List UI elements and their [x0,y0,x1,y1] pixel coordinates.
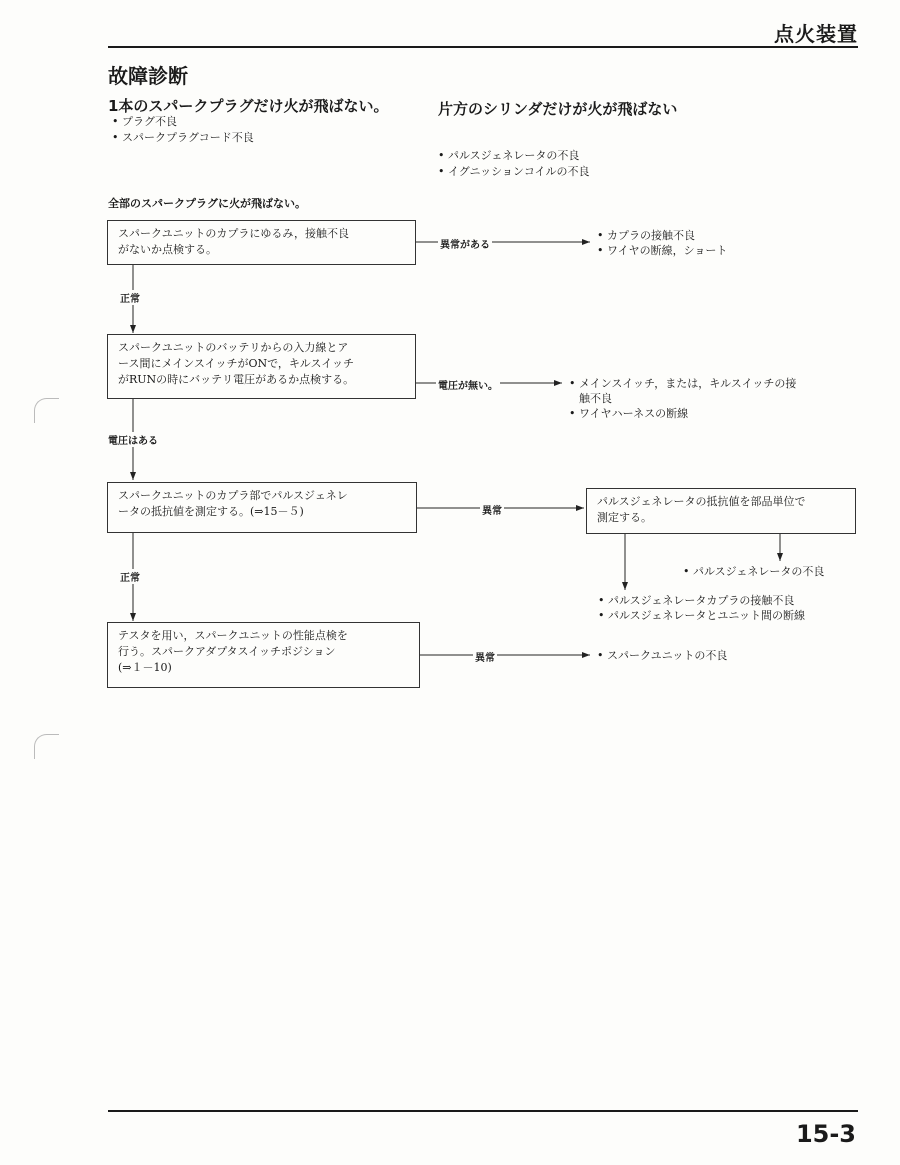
symptom-all-plugs-title: 全部のスパークプラグに火が飛ばない。 [108,197,306,210]
step-text-line: パルスジェネレータの抵抗値を部品単位で [597,495,806,508]
flow-step1-box [107,220,416,265]
cause-item: • パルスジェネレータカプラの接触不良 [598,594,795,607]
step-text-line: 測定する。 [597,511,652,524]
step3-pass-label: 正常 [118,569,142,584]
step1-fail-label: 異常がある [438,236,492,251]
binder-hole-mark [34,734,59,759]
step2-fail-label: 電圧が無い。 [436,377,500,392]
cause-item: • パルスジェネレータとユニット間の断線 [598,609,805,622]
step-text-line: スパークユニットのカプラ部でパルスジェネレ [118,489,348,502]
step3b-result-right [683,564,824,579]
symptom-one-plug-title: 1本のスパークプラグだけ火が飛ばない。 [108,97,389,115]
cause-item: 触不良 [579,392,612,405]
cause-item: • プラグ不良 [112,115,177,128]
cause-item: • パルスジェネレータの不良 [438,149,580,162]
step2-fail-causes [569,376,796,421]
step-text-line: ータの抵抗値を測定する。(⇒15－５) [118,505,304,518]
step-text-line: スパークユニットのカプラにゆるみ，接触不良 [118,227,349,240]
step-text-line: ース間にメインスイッチがONで，キルスイッチ [118,357,355,370]
step-text-line: 行う。スパークアダプタスイッチポジション [118,645,336,658]
step-text-line: スパークユニットのバッテリからの入力線とア [118,341,349,354]
step2-pass-label: 電圧はある [106,432,160,447]
flow-step2-box [107,334,416,399]
step3-fail-label: 異常 [480,502,504,517]
step-text-line: がRUNの時にバッテリ電圧があるか点検する。 [118,373,355,386]
symptom-one-cylinder-title: 片方のシリンダだけが火が飛ばない [438,100,678,118]
step4-fail-label: 異常 [473,649,497,664]
flow-step3b-box [586,488,856,534]
step1-pass-label: 正常 [118,290,142,305]
step-text-line: がないか点検する。 [118,243,217,256]
cause-item: • スパークプラグコード不良 [112,131,254,144]
step-text-line: テスタを用い，スパークユニットの性能点検を [118,629,348,642]
cause-item: • メインスイッチ，または，キルスイッチの接 [569,377,797,390]
flow-step3-box [107,482,417,533]
cause-item: • イグニッションコイルの不良 [438,165,590,178]
flow-step4-box [107,622,420,688]
cause-item: • ワイヤハーネスの断線 [569,407,689,420]
step4-fail-cause [597,648,727,663]
page-heading: 故障診断 [108,64,188,88]
step3b-result-left [598,593,805,623]
cause-item: • カプラの接触不良 [597,229,695,242]
footer-rule [108,1110,858,1112]
cause-item: • ワイヤの断線，ショート [597,244,728,257]
step-text-line: (⇒１－10) [118,661,172,674]
step1-fail-causes [597,228,727,258]
cause-item: • パルスジェネレータの不良 [683,565,825,578]
cause-item: • スパークユニットの不良 [597,649,728,662]
section-title: 点火装置 [774,22,858,46]
page-number: 15-3 [795,1120,856,1148]
binder-hole-mark [34,398,59,423]
